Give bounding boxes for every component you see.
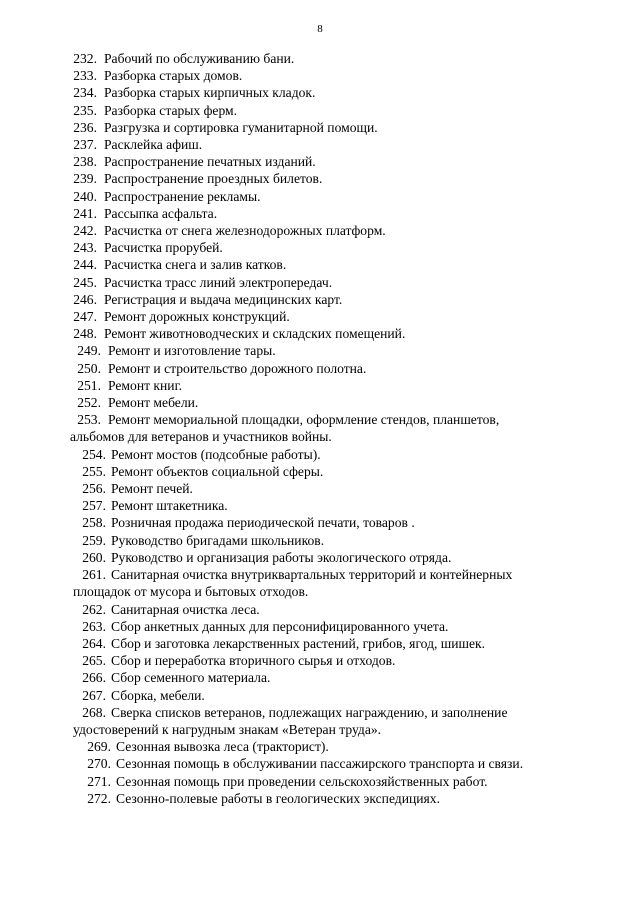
list-item-text-line: Сезонно-полевые работы в геологических экспедициях. [116, 790, 440, 806]
list-item-number: 248. [73, 326, 97, 342]
list-item-number: 247. [73, 309, 97, 325]
list-item [0, 773, 640, 790]
list-item [0, 755, 640, 772]
list-item-text [111, 463, 640, 480]
list-item-text-line: Регистрация и выдача медицинских карт. [104, 291, 343, 307]
list-item-text [108, 377, 640, 394]
list-item [0, 50, 640, 67]
list-item-text-line: Сезонная вывозка леса (тракторист). [116, 739, 329, 755]
list-item-number: 256. [82, 481, 106, 497]
list-item-text-line: Ремонт мостов (подсобные работы). [111, 446, 321, 462]
list-item-text [111, 480, 640, 497]
list-item [0, 738, 640, 755]
list-item-number: 236. [73, 119, 97, 135]
list-item-number: 241. [73, 205, 97, 221]
list-item-text-line: Распространение рекламы. [104, 188, 261, 204]
list-item-text-line: Сезонная помощь при проведении сельскохозяйственных работ. [116, 773, 488, 789]
list-item-text [104, 84, 640, 101]
list-item-text [104, 188, 640, 205]
list-item-text-line: Разборка старых ферм. [104, 102, 238, 118]
list-item [0, 308, 640, 325]
list-item-text-continuation: удостоверений к нагрудным знакам «Ветеран труда». [73, 721, 382, 737]
list-item [0, 325, 640, 342]
list-item-text-line: Ремонт мемориальной площадки, оформление стендов, планшетов, [108, 412, 500, 428]
list-item-number: 239. [73, 171, 97, 187]
list-item-number: 265. [82, 653, 106, 669]
list-item-text [111, 669, 640, 686]
list-item-text-line: Разборка старых кирпичных кладок. [104, 85, 316, 101]
list-item-number: 253. [77, 412, 101, 428]
list-item-text [104, 325, 640, 342]
list-item-text-line: Руководство и организация работы экологического отряда. [111, 549, 452, 565]
list-item [0, 497, 640, 514]
list-item [0, 704, 640, 738]
list-item [0, 790, 640, 807]
list-item-text-line: Ремонт и строительство дорожного полотна. [108, 360, 367, 376]
list-item-text [111, 497, 640, 514]
list-item-text [104, 239, 640, 256]
list-item-text-line: Сборка, мебели. [111, 687, 205, 703]
list-item [0, 274, 640, 291]
list-item [0, 566, 640, 600]
list-item [0, 291, 640, 308]
list-item [0, 549, 640, 566]
list-item-text-line: Ремонт дорожных конструкций. [104, 309, 290, 325]
list-item [0, 446, 640, 463]
list-item-number: 232. [73, 51, 97, 66]
list-item-text-line: Ремонт печей. [111, 481, 193, 497]
list-item-text [111, 532, 640, 549]
list-item [0, 601, 640, 618]
list-item-text-line: Санитарная очистка внутриквартальных территорий и контейнерных [111, 567, 513, 583]
list-item-number: 238. [73, 154, 97, 170]
list-item-text-line: Сбор и переработка вторичного сырья и отходов. [111, 653, 396, 669]
list-item [0, 153, 640, 170]
list-item [0, 652, 640, 669]
list-item [0, 136, 640, 153]
list-item-text-line: Разборка старых домов. [104, 68, 243, 84]
list-item [0, 480, 640, 497]
list-item-number: 261. [82, 567, 106, 583]
list-item [0, 102, 640, 119]
list-item-text-line: Расчистка от снега железнодорожных платформ. [104, 223, 386, 239]
list-item-text [108, 394, 640, 411]
list-item [0, 377, 640, 394]
list-item [0, 239, 640, 256]
list-item-text [116, 790, 640, 807]
list-item-number: 257. [82, 498, 106, 514]
list-item-number: 264. [82, 635, 106, 651]
list-item-text [104, 170, 640, 187]
list-item-text-continuation: площадок от мусора и бытовых отходов. [73, 584, 309, 600]
list-item-text [104, 102, 640, 119]
list-item [0, 67, 640, 84]
list-item-text [111, 635, 640, 652]
list-item-text [104, 136, 640, 153]
list-item-number: 244. [73, 257, 97, 273]
list-item [0, 256, 640, 273]
list-item [0, 532, 640, 549]
list-item-number: 268. [82, 704, 106, 720]
list-item-number: 266. [82, 670, 106, 686]
list-item-text-line: Розничная продажа периодической печати, товаров . [111, 515, 415, 531]
list-item-number: 259. [82, 532, 106, 548]
numbered-list [0, 50, 640, 807]
list-item-number: 235. [73, 102, 97, 118]
list-item [0, 618, 640, 635]
list-item [0, 635, 640, 652]
list-item-text [104, 119, 640, 136]
list-item [0, 687, 640, 704]
list-item-text-line: Рабочий по обслуживанию бани. [104, 51, 295, 66]
list-item-text-line: Руководство бригадами школьников. [111, 532, 325, 548]
list-item-text-line: Расчистка прорубей. [104, 240, 223, 256]
list-item [0, 188, 640, 205]
list-item-text-line: Сбор семенного материала. [111, 670, 271, 686]
list-item-text-line: Расчистка снега и залив катков. [104, 257, 287, 273]
list-item-text [111, 618, 640, 635]
list-item-text-line: Расклейка афиш. [104, 137, 203, 153]
list-item-text-line: Ремонт книг. [108, 377, 183, 393]
list-item-text-line: Разгрузка и сортировка гуманитарной помощи. [104, 119, 378, 135]
list-item [0, 411, 640, 445]
list-item-number: 270. [87, 756, 111, 772]
list-item-text [108, 360, 640, 377]
list-item [0, 514, 640, 531]
list-item-number: 269. [87, 739, 111, 755]
list-item-text-line: Распространение проездных билетов. [104, 171, 323, 187]
list-item-number: 245. [73, 274, 97, 290]
list-item-text [111, 549, 640, 566]
list-item-number: 254. [82, 446, 106, 462]
list-item-text-line: Сбор анкетных данных для персонифицированного учета. [111, 618, 449, 634]
list-item-text [104, 274, 640, 291]
list-item-text [104, 291, 640, 308]
list-item-text [111, 687, 640, 704]
list-item-number: 271. [87, 773, 111, 789]
list-item [0, 394, 640, 411]
list-item-text-line: Ремонт и изготовление тары. [108, 343, 276, 359]
list-item-text-continuation: альбомов для ветеранов и участников войны. [70, 429, 332, 445]
list-item-text [104, 256, 640, 273]
list-item-number: 255. [82, 463, 106, 479]
list-item [0, 170, 640, 187]
list-item-text-line: Ремонт объектов социальной сферы. [111, 463, 324, 479]
list-item-text [104, 222, 640, 239]
list-item-text-line: Сбор и заготовка лекарственных растений, грибов, ягод, шишек. [111, 635, 486, 651]
page-number: 8 [317, 23, 323, 35]
list-item-number: 240. [73, 188, 97, 204]
list-item-text [104, 308, 640, 325]
list-item-text-line: Санитарная очистка леса. [111, 601, 260, 617]
list-item-text-line: Расчистка трасс линий электропередач. [104, 274, 333, 290]
list-item-text-line: Ремонт мебели. [108, 395, 199, 411]
list-item-text [104, 67, 640, 84]
list-item [0, 222, 640, 239]
list-item [0, 669, 640, 686]
list-item-number: 252. [77, 395, 101, 411]
list-item-number: 246. [73, 291, 97, 307]
list-item-text [104, 205, 640, 222]
list-item-number: 260. [82, 549, 106, 565]
list-item-text [116, 773, 640, 790]
list-item [0, 84, 640, 101]
list-item-number: 243. [73, 240, 97, 256]
list-item-number: 250. [77, 360, 101, 376]
list-item-number: 242. [73, 223, 97, 239]
list-item-number: 263. [82, 618, 106, 634]
list-item [0, 463, 640, 480]
list-item-text [116, 755, 640, 772]
list-item-text-line: Рассыпка асфальта. [104, 205, 218, 221]
list-item-text-line: Распространение печатных изданий. [104, 154, 316, 170]
list-item-text [111, 514, 640, 531]
list-item-number: 237. [73, 137, 97, 153]
list-item [0, 342, 640, 359]
list-item-number: 267. [82, 687, 106, 703]
list-item-text [108, 342, 640, 359]
list-item-text [104, 153, 640, 170]
list-item [0, 205, 640, 222]
list-item-text [104, 50, 640, 67]
list-item-number: 233. [73, 68, 97, 84]
list-item-number: 249. [77, 343, 101, 359]
list-item-text-line: Сверка списков ветеранов, подлежащих награждению, и заполнение [111, 704, 508, 720]
list-item [0, 360, 640, 377]
list-item-text [111, 446, 640, 463]
list-item-text-line: Ремонт штакетника. [111, 498, 228, 514]
list-item-number: 262. [82, 601, 106, 617]
list-item-text-line: Сезонная помощь в обслуживании пассажирского транспорта и связи. [116, 756, 524, 772]
list-item-number: 272. [87, 790, 111, 806]
list-item [0, 119, 640, 136]
list-item-number: 251. [77, 377, 101, 393]
list-item-number: 258. [82, 515, 106, 531]
list-item-text [111, 601, 640, 618]
list-item-text-line: Ремонт животноводческих и складских помещений. [104, 326, 406, 342]
list-item-number: 234. [73, 85, 97, 101]
list-item-text [111, 652, 640, 669]
list-item-text [116, 738, 640, 755]
